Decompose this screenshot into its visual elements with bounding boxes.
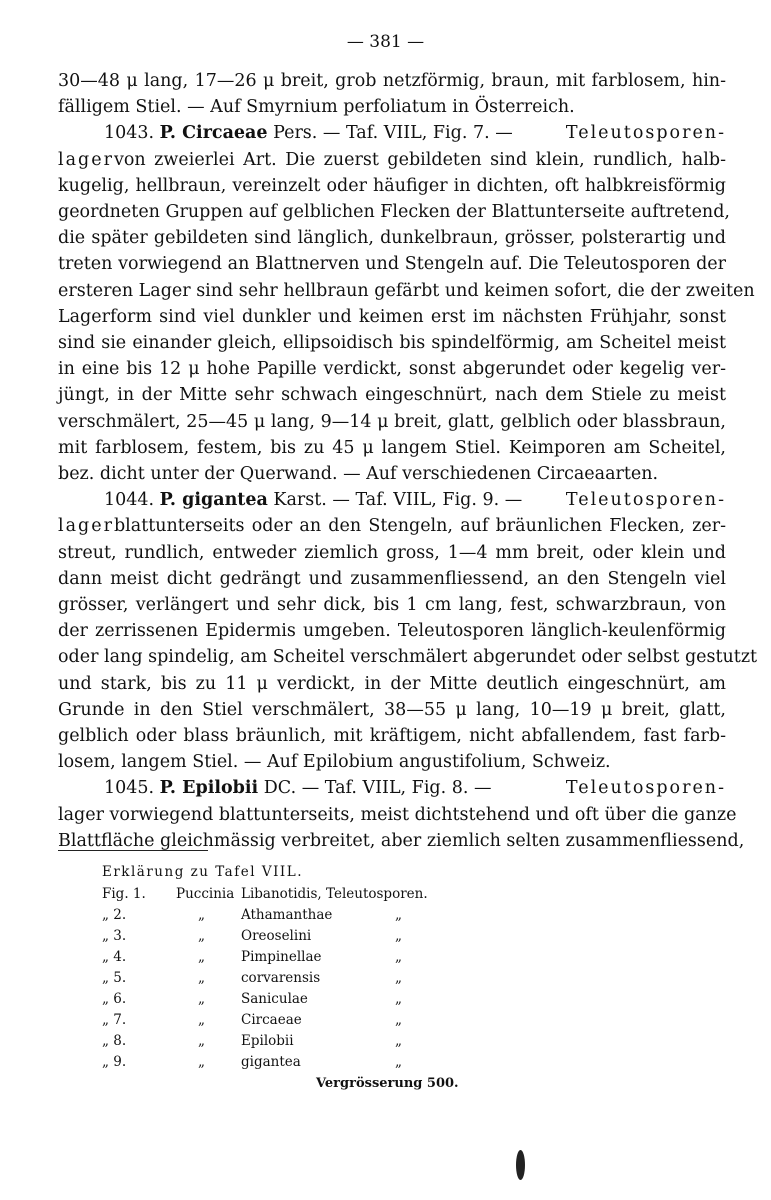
text-run: Teleutosporen-: [565, 778, 726, 799]
legend-ditto-mark: „: [198, 970, 205, 986]
legend-ditto-mark: „: [395, 949, 402, 965]
text-run: dann meist dicht gedrängt und zusammenfliessend, an den Stengeln viel: [58, 568, 726, 589]
text-run: Teleutosporen-: [565, 123, 726, 144]
text-line: [58, 382, 726, 408]
legend-fig-number: „ 8.: [102, 1033, 127, 1049]
legend-ditto-mark: „: [395, 970, 402, 986]
text-run: kugelig, hellbraun, vereinzelt oder häufiger in dichten, oft halbkreisförmig: [58, 175, 726, 196]
legend-fig-number: „ 2.: [102, 907, 127, 923]
legend-ditto-mark: „: [198, 1033, 205, 1049]
legend-ditto-mark: „: [198, 991, 205, 1007]
legend-ditto-mark: „: [198, 949, 205, 965]
legend-fig-number: Fig. 1.: [102, 886, 146, 902]
text-line: [58, 68, 726, 94]
text-run: Grunde in den Stiel verschmälert, 38—55 μ lang, 10—19 μ breit, glatt,: [58, 699, 726, 720]
text-run: die später gebildeten sind länglich, dunkelbraun, grösser, polsterartig und: [58, 228, 726, 249]
legend-fig-number: „ 6.: [102, 991, 127, 1007]
text-line: [58, 199, 730, 225]
legend-ditto-mark: „: [198, 1012, 205, 1028]
ink-smudge: [516, 1150, 525, 1180]
text-line: [58, 278, 755, 304]
legend-ditto-mark: „: [198, 907, 205, 923]
legend-ditto-mark: „: [395, 907, 402, 923]
text-run: P. gigantea: [159, 490, 268, 511]
legend-species: corvarensis: [241, 970, 321, 986]
legend-fig-number: „ 5.: [102, 970, 127, 986]
legend-species: Libanotidis, Teleutosporen.: [241, 886, 428, 902]
legend-species: Oreoselini: [241, 928, 312, 944]
text-line: [104, 487, 726, 513]
text-line: [58, 409, 726, 435]
text-run: Teleutosporen-: [565, 490, 726, 511]
text-run: losem, langem Stiel. — Auf Epilobium angustifolium, Schweiz.: [58, 752, 611, 773]
text-run: sind sie einander gleich, ellipsoidisch bis spindelförmig, am Scheitel meist: [58, 333, 726, 353]
text-line: [58, 330, 726, 356]
text-line: [58, 147, 726, 173]
text-line: [58, 723, 726, 749]
text-run: Karst. — Taf. VIIL, Fig. 9. —: [267, 490, 523, 511]
text-run: P. Circaeae: [159, 123, 268, 144]
species-heading: [104, 775, 492, 801]
text-run: blattunterseits oder an den Stengeln, auf bräunlichen Flecken, zer-: [113, 516, 726, 537]
text-line: [58, 566, 726, 592]
text-run: 1044.: [104, 490, 160, 511]
legend-species: Circaeae: [241, 1012, 302, 1028]
text-run: geordneten Gruppen auf gelblichen Flecken der Blattunterseite auftretend,: [58, 202, 730, 222]
text-line: [58, 749, 726, 775]
text-line: [58, 671, 726, 697]
legend-ditto-mark: „: [198, 928, 205, 944]
text-run: Blattfläche gleichmässig verbreitet, aber ziemlich selten zusammenfliessend,: [58, 830, 745, 851]
legend-species: Pimpinellae: [241, 949, 322, 965]
text-run: fälligem Stiel. — Auf Smyrnium perfoliatum in Österreich.: [58, 97, 575, 118]
legend-ditto-mark: „: [395, 928, 402, 944]
text-run: oder lang spindelig, am Scheitel verschmälert abgerundet oder selbst gestutzt: [58, 647, 758, 668]
legend-species: Athamanthae: [241, 907, 333, 923]
legend-fig-number: „ 9.: [102, 1054, 127, 1070]
text-run: der zerrissenen Epidermis umgeben. Teleutosporen länglich-keulenförmig: [58, 621, 726, 642]
text-line: [58, 592, 726, 618]
text-line: [58, 225, 726, 251]
text-line: [58, 618, 726, 644]
text-run: treten vorwiegend an Blattnerven und Stengeln auf. Die Teleutosporen der: [58, 254, 726, 275]
legend-ditto-mark: „: [395, 1054, 402, 1070]
legend-species: gigantea: [241, 1054, 301, 1070]
text-line: [58, 304, 726, 330]
legend-fig-number: „ 4.: [102, 949, 127, 965]
text-line: [58, 697, 726, 723]
text-run: lager vorwiegend blattunterseits, meist dichtstehend und oft über die ganze: [58, 804, 737, 825]
footnote-rule: [58, 850, 208, 851]
text-line: [58, 461, 726, 487]
legend-ditto-mark: „: [395, 991, 402, 1007]
magnification-note: Vergrösserung 500.: [316, 1076, 459, 1091]
text-run: bez. dicht unter der Querwand. — Auf verschiedenen Circaeaarten.: [58, 464, 659, 484]
text-run: verschmälert, 25—45 μ lang, 9—14 μ breit, glatt, gelblich oder blassbraun,: [58, 411, 726, 432]
text-line: [58, 435, 726, 461]
text-line: [58, 802, 737, 828]
text-run: 1045.: [104, 778, 160, 799]
text-line: [58, 644, 758, 670]
text-line: [58, 173, 726, 199]
text-run: jüngt, in der Mitte sehr schwach eingeschnürt, nach dem Stiele zu meist: [58, 385, 726, 406]
text-run: in eine bis 12 μ hohe Papille verdickt, sonst abgerundet oder kegelig ver-: [58, 359, 726, 380]
text-run: grösser, verlängert und sehr dick, bis 1 cm lang, fest, schwarzbraun, von: [58, 595, 726, 615]
legend-ditto-mark: „: [395, 1012, 402, 1028]
text-run: 30—48 μ lang, 17—26 μ breit, grob netzförmig, braun, mit farblosem, hin-: [58, 71, 726, 91]
species-heading: [104, 120, 513, 146]
text-run: lager: [58, 149, 114, 170]
text-run: Lagerform sind viel dunkler und keimen erst im nächsten Frühjahr, sonst: [58, 306, 726, 327]
text-run: mit farblosem, festem, bis zu 45 μ langem Stiel. Keimporen am Scheitel,: [58, 437, 726, 458]
legend-species: Epilobii: [241, 1033, 294, 1049]
legend-fig-number: „ 3.: [102, 928, 127, 944]
text-run: ersteren Lager sind sehr hellbraun gefärbt und keimen sofort, die der zweiten: [58, 280, 755, 301]
text-line: [58, 94, 726, 120]
text-line: [58, 251, 726, 277]
text-run: Pers. — Taf. VIIL, Fig. 7. —: [267, 123, 513, 144]
text-run: gelblich oder blass bräunlich, mit kräftigem, nicht abfallendem, fast farb-: [58, 726, 726, 746]
text-run: P. Epilobii: [159, 778, 259, 799]
text-run: streut, rundlich, entweder ziemlich gross, 1—4 mm breit, oder klein und: [58, 542, 726, 563]
legend-species: Saniculae: [241, 991, 308, 1007]
text-line: [58, 540, 726, 566]
text-line: [58, 513, 726, 539]
species-heading: [104, 487, 522, 513]
text-line: [104, 120, 726, 146]
text-run: DC. — Taf. VIIL, Fig. 8. —: [258, 778, 492, 799]
legend-ditto-mark: „: [395, 1033, 402, 1049]
text-run: und stark, bis zu 11 μ verdickt, in der Mitte deutlich eingeschnürt, am: [58, 673, 726, 694]
legend-fig-number: „ 7.: [102, 1012, 127, 1028]
plate-legend-title: Erklärung zu Tafel VIIL.: [102, 864, 303, 880]
text-run: von zweierlei Art. Die zuerst gebildeten sind klein, rundlich, halb-: [113, 149, 726, 170]
text-line: [104, 775, 726, 801]
page-number: — 381 —: [346, 32, 425, 52]
text-run: 1043.: [104, 123, 160, 144]
legend-ditto-mark: „: [198, 1054, 205, 1070]
text-run: lager: [58, 516, 114, 537]
legend-genus: Puccinia: [176, 886, 235, 902]
text-line: [58, 356, 726, 382]
